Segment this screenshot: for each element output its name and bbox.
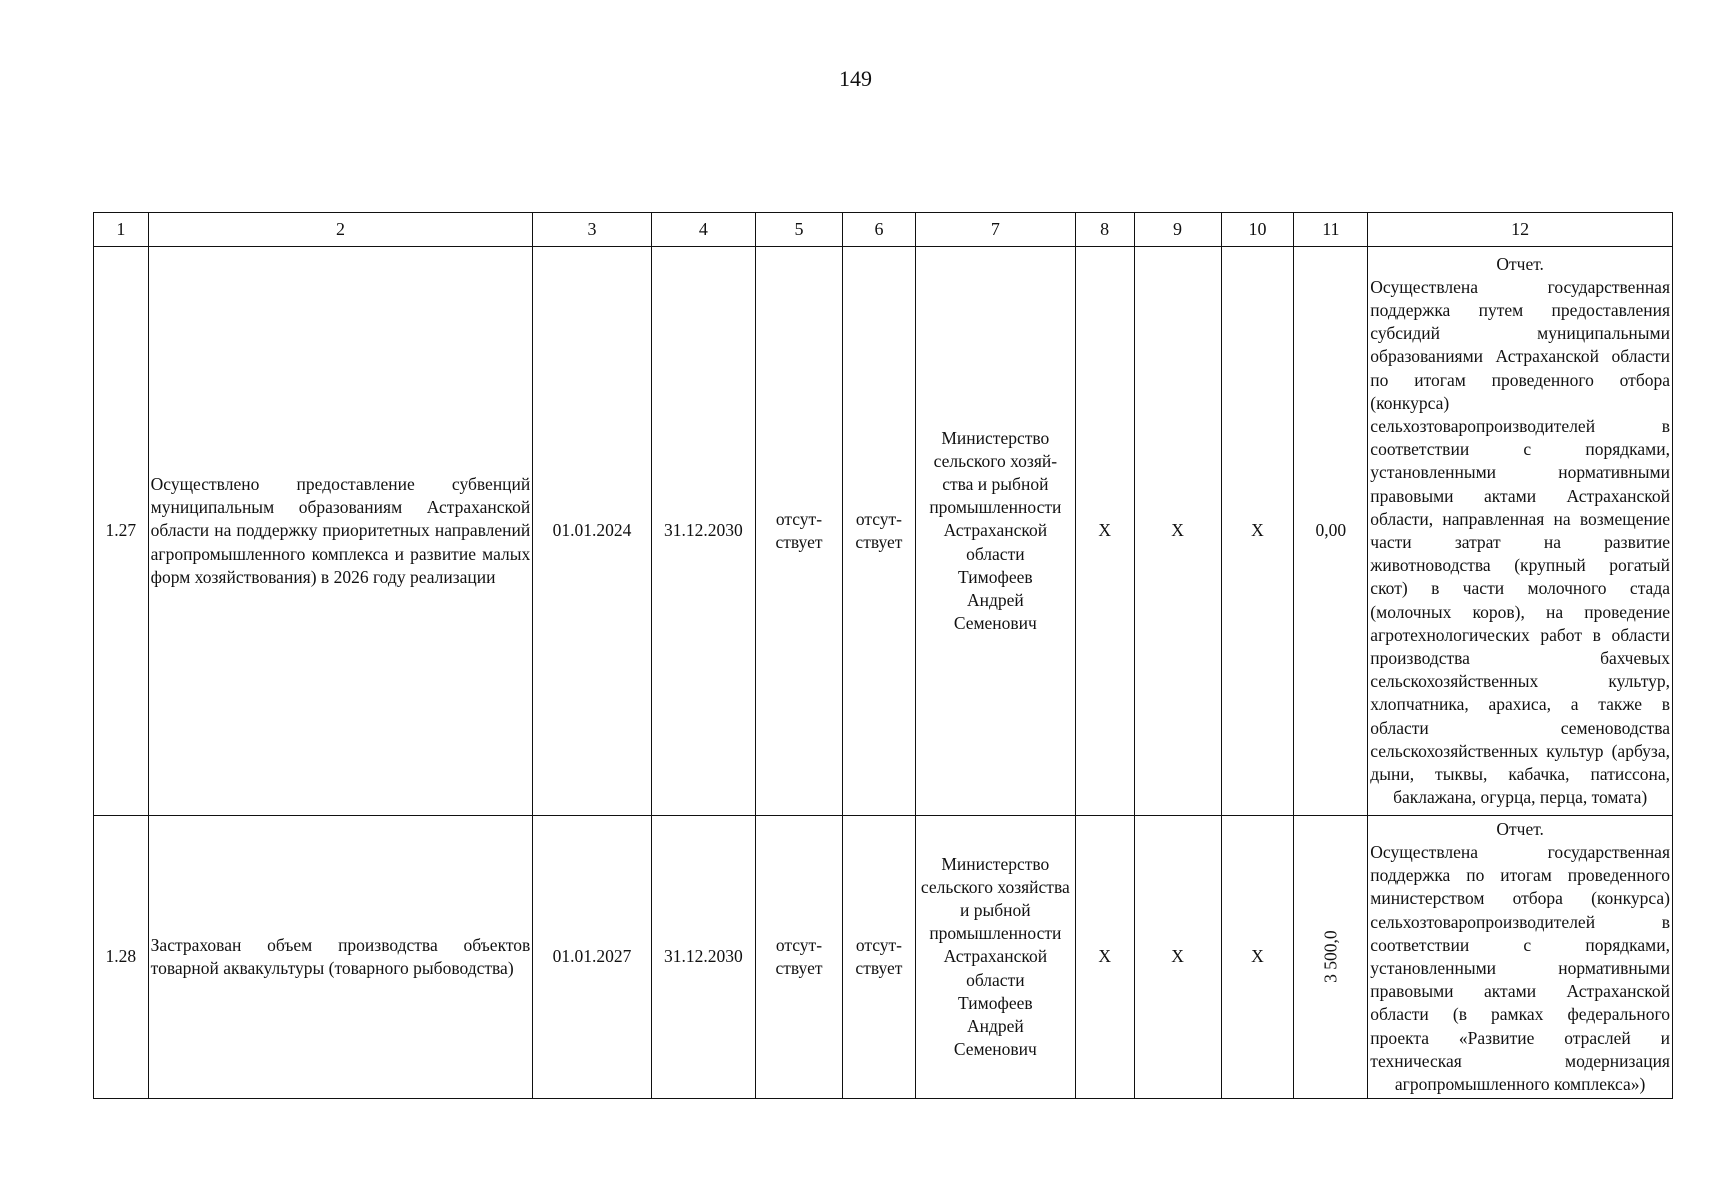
end-date: 31.12.2030 [651, 247, 755, 816]
col10-value: Х [1221, 247, 1294, 816]
report-cell [1368, 247, 1673, 816]
col6-value: отсут- ствует [843, 816, 916, 1099]
header-cell-9: 9 [1134, 213, 1221, 247]
header-cell-4: 4 [651, 213, 755, 247]
responsible-executor: Министерство сельского хозяйства и рыбной промышленности Астраханской области Тимофеев Андрей Семенович [915, 816, 1075, 1099]
col6-value: отсут- ствует [843, 247, 916, 816]
header-row [94, 213, 1673, 247]
col8-value: Х [1075, 247, 1134, 816]
amount-value-cell [1294, 816, 1368, 1099]
col9-value: Х [1134, 247, 1221, 816]
header-cell-12: 12 [1368, 213, 1673, 247]
header-cell-7: 7 [915, 213, 1075, 247]
header-cell-6: 6 [843, 213, 916, 247]
header-cell-5: 5 [755, 213, 842, 247]
report-text: Осуществлена государственная поддержка по итогам проведенного министерством отбора (конкурса) сельхозтоваропроизводителей в соответствии с порядками, установленными нормативными правовыми актами Астраханской области (в рамках федерального проекта «Развитие отраслей и техническая модернизация агропромышленного комплекса») [1370, 841, 1670, 1095]
col10-value: Х [1221, 816, 1294, 1099]
header-cell-2: 2 [148, 213, 533, 247]
report-text: Осуществлена государственная поддержка путем предоставления субсидий муниципальными образованиями Астраханской области по итогам проведенного отбора (конкурса) сельхозтоваропроизводителей в соответствии с порядками, установленными нормативными правовыми актами Астраханской области, направленная на возмещение части затрат на развитие животноводства (крупный рогатый скот) в части молочного стада (молочных коров), на проведение агротехнологических работ в области производства бахчевых сельскохозяйственных культур, хлопчатника, арахиса, а также в области семеноводства сельскохозяйственных культур (арбуза, дыни, тыквы, кабачка, патиссона, баклажана, огурца, перца, томата) [1370, 276, 1670, 808]
end-date: 31.12.2030 [651, 816, 755, 1099]
header-cell-3: 3 [533, 213, 651, 247]
table-row [94, 247, 1673, 816]
start-date: 01.01.2024 [533, 247, 651, 816]
col5-value: отсут- ствует [755, 247, 842, 816]
amount-value: 0,00 [1294, 247, 1368, 816]
row-number: 1.27 [94, 247, 149, 816]
header-cell-8: 8 [1075, 213, 1134, 247]
table-row [94, 816, 1673, 1099]
report-title: Отчет. [1496, 818, 1544, 839]
report-table [93, 212, 1673, 1099]
header-cell-1: 1 [94, 213, 149, 247]
page-number: 149 [839, 66, 872, 91]
report-title: Отчет. [1496, 253, 1544, 274]
amount-value: 3 500,0 [1320, 930, 1341, 984]
col5-value: отсут- ствует [755, 816, 842, 1099]
header-cell-10: 10 [1221, 213, 1294, 247]
responsible-executor: Министерство сельского хозяй- ства и рыбной промышленности Астраханской области Тимофеев Андрей Семенович [915, 247, 1075, 816]
row-number: 1.28 [94, 816, 149, 1099]
start-date: 01.01.2027 [533, 816, 651, 1099]
col8-value: Х [1075, 816, 1134, 1099]
report-cell [1368, 816, 1673, 1099]
measure-description: Осуществлено предоставление субвенций муниципальным образованиям Астраханской области на поддержку приоритетных направлений агропромышленного комплекса и развитие малых форм хозяйствования) в 2026 году реализации [148, 247, 533, 816]
header-cell-11: 11 [1294, 213, 1368, 247]
col9-value: Х [1134, 816, 1221, 1099]
measure-description: Застрахован объем производства объектов товарной аквакультуры (товарного рыбоводства) [148, 816, 533, 1099]
